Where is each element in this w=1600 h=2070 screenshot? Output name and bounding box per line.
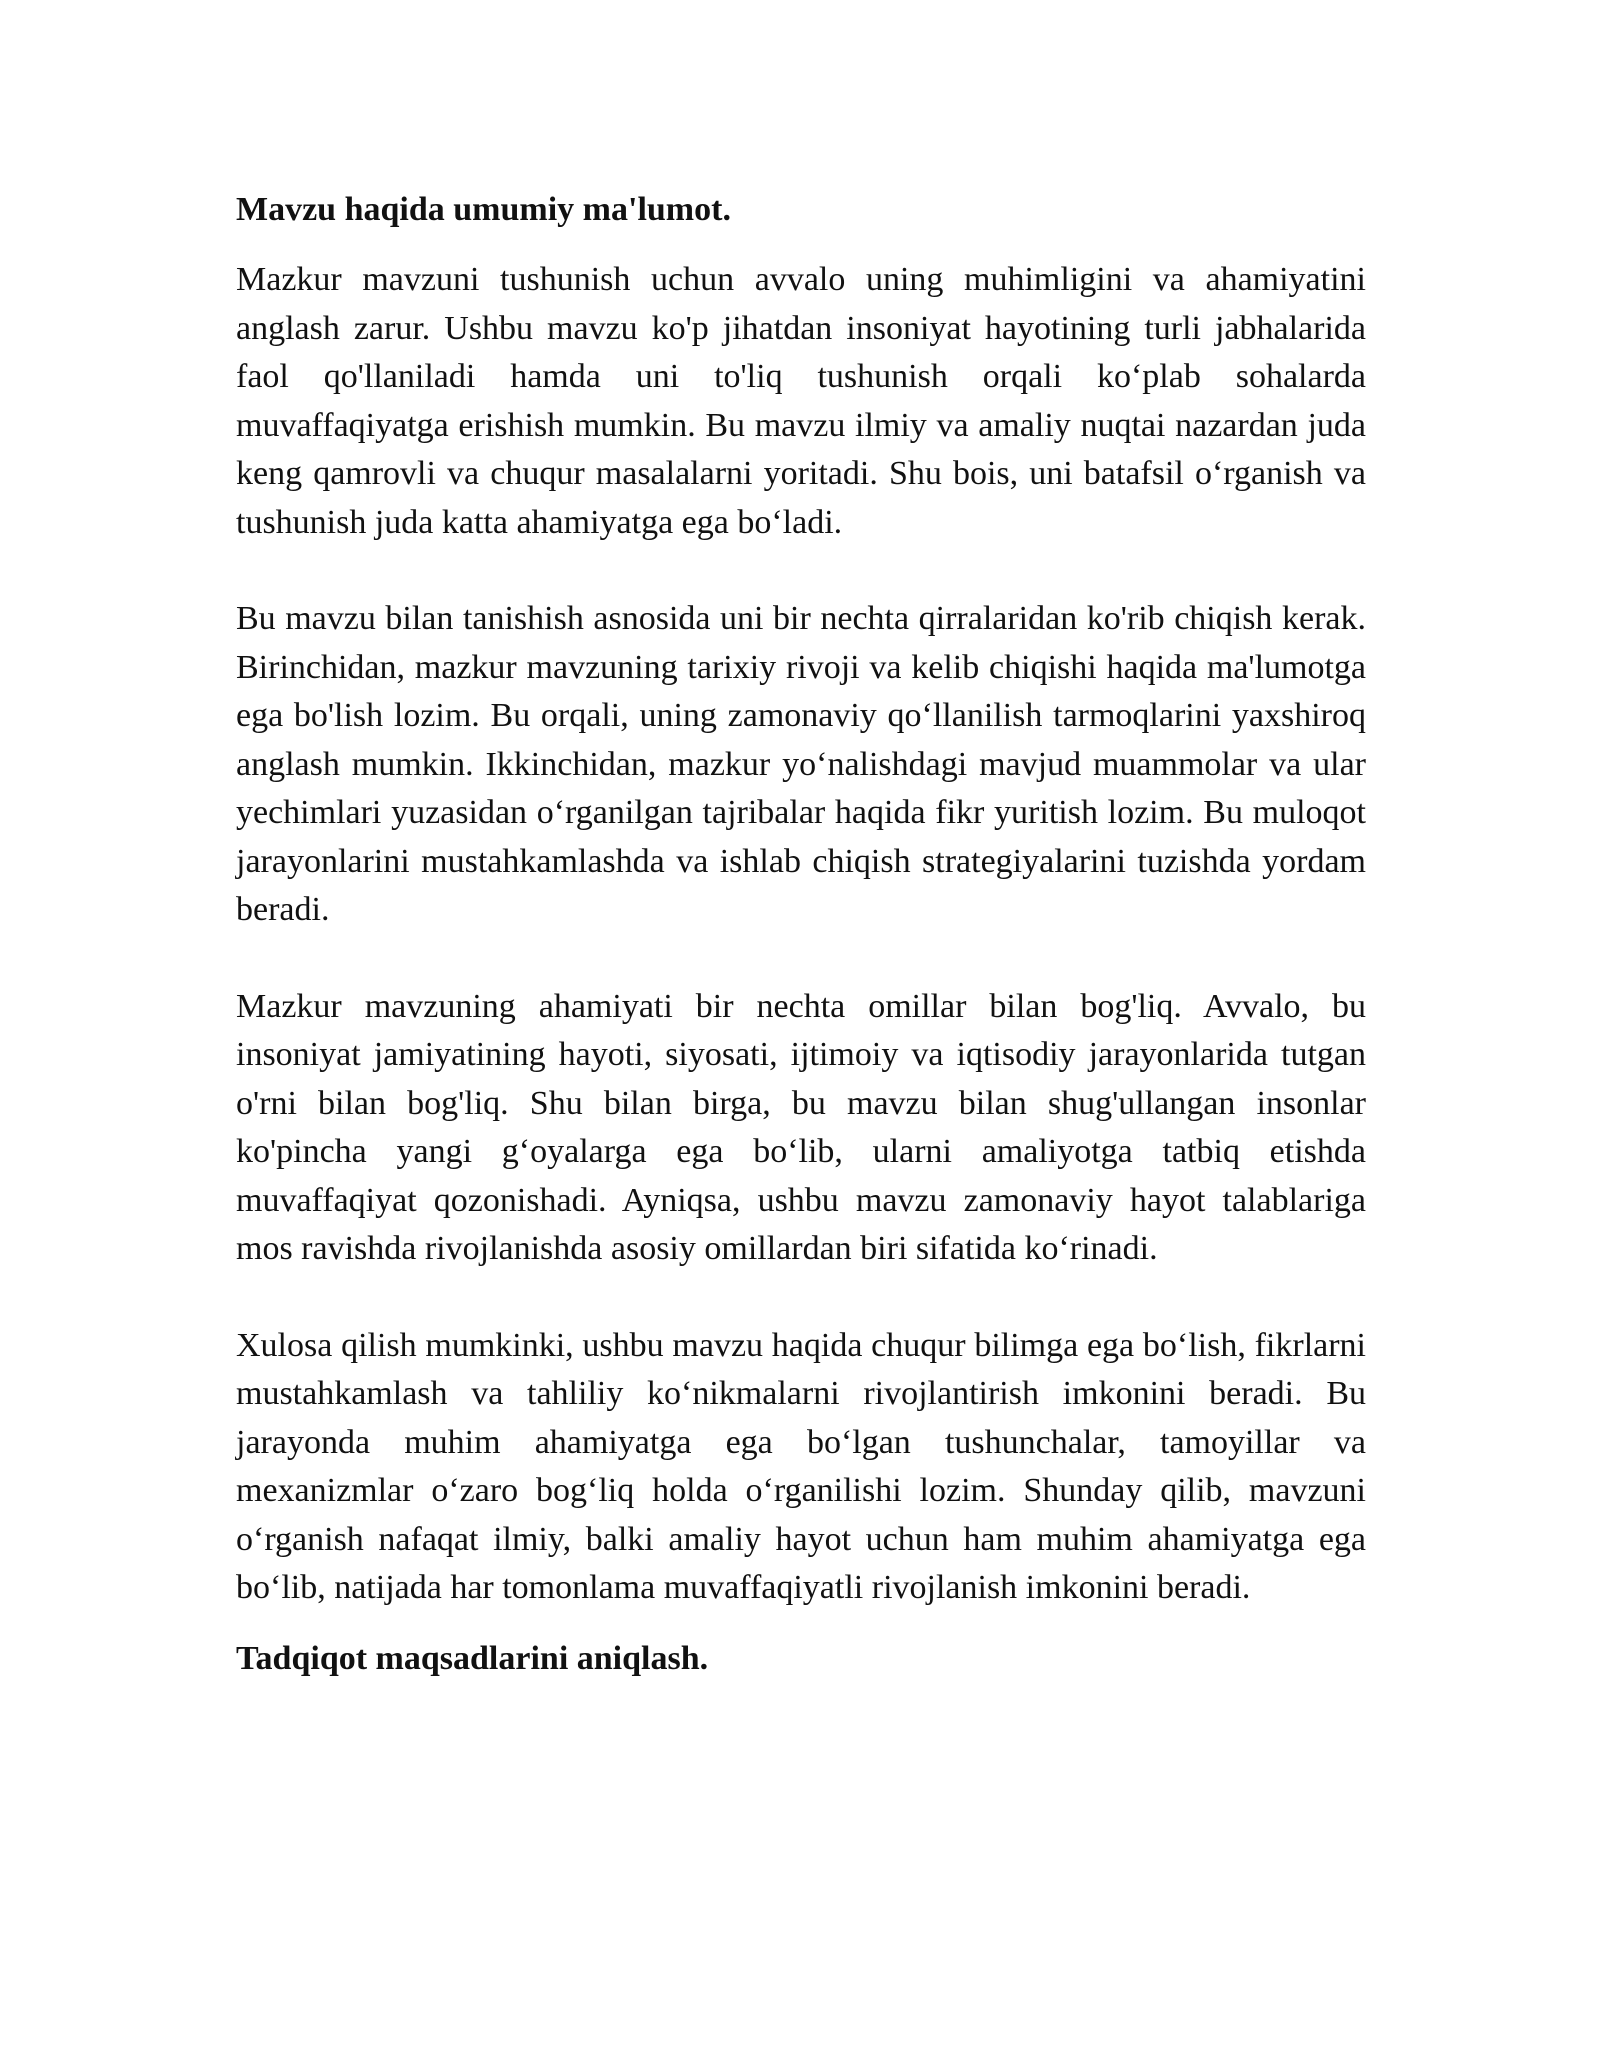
paragraph-2: Bu mavzu bilan tanishish asnosida uni bir nechta qirralaridan ko'rib chiqish kerak. Birinchidan, mazkur mavzuning tarixiy rivoji va kelib chiqishi haqida ma'lumotga ega bo'lish lozim. Bu orqali, uning zamonaviy qo‘llanilish tarmoqlarini yaxshiroq anglash mumkin. Ikkinchidan, mazkur yo‘nalishdagi mavjud muammolar va ular yechimlari yuzasidan o‘rganilgan tajribalar haqida fikr yuritish lozim. Bu muloqot jarayonlarini mustahkamlashda va ishlab chiqish strategiyalarini tuzishda yordam beradi. <box>236 600 1366 928</box>
paragraph-4: Xulosa qilish mumkinki, ushbu mavzu haqida chuqur bilimga ega bo‘lish, fikrlarni mustahkamlash va tahliliy ko‘nikmalarni rivojlantirish imkonini beradi. Bu jarayonda muhim ahamiyatga ega bo‘lgan tushunchalar, tamoyillar va mexanizmlar o‘zaro bog‘liq holda o‘rganilishi lozim. Shunday qilib, mavzuni o‘rganish nafaqat ilmiy, balki amaliy hayot uchun ham muhim ahamiyatga ega bo‘lib, natijada har tomonlama muvaffaqiyatli rivojlanish imkonini beradi. <box>236 1326 1366 1606</box>
section-heading-general-info: Mavzu haqida umumiy ma'lumot. <box>236 191 731 228</box>
section-heading-research-goals: Tadqiqot maqsadlarini aniqlash. <box>236 1639 709 1677</box>
paragraph-1: Mazkur mavzuni tushunish uchun avvalo uning muhimligini va ahamiyatini anglash zarur. Ushbu mavzu ko'p jihatdan insoniyat hayotining turli jabhalarida faol qo'llaniladi hamda uni to'liq tushunish orqali ko‘plab sohalarda muvaffaqiyatga erishish mumkin. Bu mavzu ilmiy va amaliy nuqtai nazardan juda keng qamrovli va chuqur masalalarni yoritadi. Shu bois, uni batafsil o‘rganish va tushunish juda katta ahamiyatga ega bo‘ladi. <box>236 261 1366 541</box>
document-page <box>236 186 1366 1683</box>
paragraph-3: Mazkur mavzuning ahamiyati bir nechta omillar bilan bog'liq. Avvalo, bu insoniyat jamiyatining hayoti, siyosati, ijtimoiy va iqtisodiy jarayonlarida tutgan o'rni bilan bog'liq. Shu bilan birga, bu mavzu bilan shug'ullangan insonlar ko'pincha yangi g‘oyalarga ega bo‘lib, ularni amaliyotga tatbiq etishda muvaffaqiyat qozonishadi. Ayniqsa, ushbu mavzu zamonaviy hayot talablariga mos ravishda rivojlanishda asosiy omillardan biri sifatida ko‘rinadi. <box>236 987 1366 1267</box>
